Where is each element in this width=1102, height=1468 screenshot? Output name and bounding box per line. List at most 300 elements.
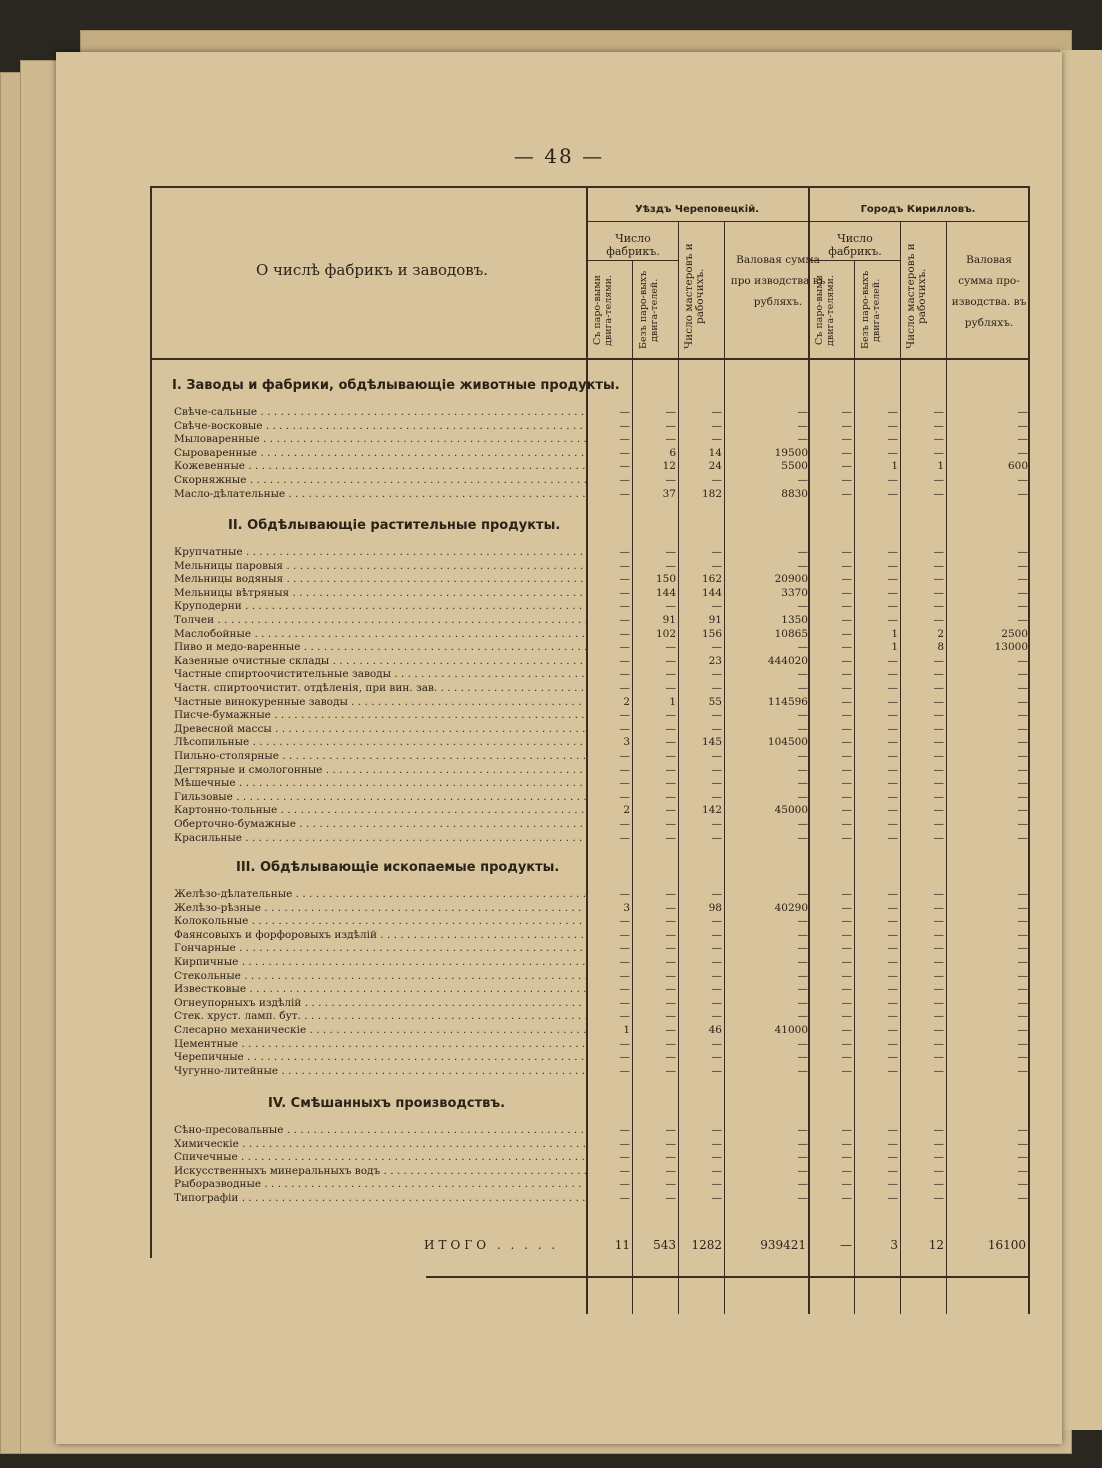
col-workers-1: Число мастеровъ и рабочихъ. [683, 243, 706, 349]
row-cell: — [619, 818, 630, 830]
table-row [174, 750, 1034, 763]
row-cell: — [711, 668, 722, 681]
row-cell: — [797, 777, 808, 790]
row-cell: — [1017, 433, 1028, 446]
row-cell: — [1017, 573, 1028, 586]
row-cell: 24 [708, 460, 722, 473]
row-label [174, 1178, 586, 1191]
row-cell: — [933, 654, 944, 667]
row-cell: — [619, 668, 630, 681]
table-row [174, 668, 1034, 681]
row-label-text: Гильзовые [174, 790, 233, 803]
row-cell: — [841, 996, 852, 1009]
row-cell: 1 [891, 460, 898, 473]
row-cell: — [797, 419, 808, 432]
row-cell: 144 [701, 586, 722, 599]
row-cell: — [665, 682, 676, 694]
row-cell: — [933, 600, 944, 613]
row-cell: — [711, 1124, 722, 1136]
row-cell: — [619, 446, 630, 459]
row-cell: — [665, 818, 676, 830]
row-cell: — [619, 474, 630, 486]
col-workers-2: Число мастеровъ и рабочихъ. [905, 243, 928, 349]
row-cell: 1350 [781, 614, 808, 626]
row-cell: — [933, 559, 944, 572]
row-cell: — [1017, 956, 1028, 968]
row-cell: — [933, 1064, 944, 1077]
row-label-text: Картонно-тольные [174, 804, 278, 817]
row-cell: — [841, 586, 852, 599]
row-cell: — [619, 942, 630, 955]
row-label-text: Желѣзо-дѣлательные [174, 888, 293, 900]
row-cell: 114596 [767, 695, 808, 708]
row-label-text: Гончарные [174, 942, 236, 955]
row-cell: — [619, 487, 630, 500]
row-cell: — [841, 406, 852, 418]
row-label-text: Фаянсовыхъ и форфоровыхъ издѣлій [174, 928, 377, 941]
row-cell: — [887, 736, 898, 749]
row-cell: — [841, 790, 852, 803]
row-cell: — [797, 682, 808, 694]
row-label-text: Стекольные [174, 969, 241, 982]
row-cell: — [619, 915, 630, 928]
row-cell: — [933, 969, 944, 982]
row-cell: — [887, 831, 898, 844]
row-cell: — [887, 804, 898, 817]
row-cell: — [619, 600, 630, 613]
row-cell: 37 [662, 487, 676, 500]
row-cell: 8 [937, 641, 944, 654]
row-label [174, 832, 586, 845]
table-row [174, 546, 1034, 559]
row-cell: 1 [891, 627, 898, 640]
row-cell: 3 [623, 901, 630, 914]
row-cell: — [1017, 1064, 1028, 1077]
row-label [174, 818, 586, 831]
table-row [174, 942, 1034, 955]
row-cell: — [711, 996, 722, 1009]
row-cell: 23 [708, 654, 722, 667]
row-cell: — [711, 406, 722, 418]
row-label-text: Свѣче-восковые [174, 419, 263, 432]
table-row [174, 818, 1034, 831]
row-cell: — [619, 1051, 630, 1064]
row-label-text: Сыроваренные [174, 446, 258, 459]
row-label [174, 641, 586, 654]
row-label-text: Масло-дѣлательные [174, 487, 286, 500]
row-cell: — [933, 831, 944, 844]
row-cell: — [933, 790, 944, 803]
row-label-text: Химическіе [174, 1137, 239, 1150]
row-cell: — [619, 433, 630, 446]
row-cell: — [797, 1064, 808, 1077]
row-cell: — [933, 682, 944, 694]
table-row [174, 1010, 1034, 1023]
row-cell: — [711, 433, 722, 446]
row-cell: — [933, 546, 944, 558]
row-cell: — [1017, 1037, 1028, 1050]
section-title: III. Обдѣлывающіе ископаемые продукты. [236, 860, 560, 875]
row-cell: 13000 [994, 641, 1028, 654]
row-cell: — [711, 763, 722, 776]
row-cell: — [711, 831, 722, 844]
row-cell: — [711, 777, 722, 790]
row-cell: — [797, 668, 808, 681]
total-workers-2: 12 [928, 1238, 944, 1252]
row-label [174, 736, 586, 749]
row-label-text: Казенные очистные склады [174, 654, 330, 667]
row-label-text: Круподерни [174, 600, 242, 613]
row-label-text: Маслобойные [174, 627, 252, 640]
table-row [174, 420, 1034, 433]
row-cell: — [841, 969, 852, 982]
row-cell: — [1017, 614, 1028, 626]
row-cell: — [665, 1024, 676, 1036]
table-row [174, 1124, 1034, 1137]
row-cell: — [887, 1124, 898, 1136]
row-cell: — [841, 573, 852, 586]
row-cell: — [841, 736, 852, 749]
row-cell: — [841, 1178, 852, 1191]
row-label [174, 1010, 586, 1023]
row-label-text: Слесарно механическіе [174, 1024, 307, 1036]
row-cell: 102 [655, 627, 676, 640]
row-cell: — [711, 419, 722, 432]
row-cell: 10865 [774, 627, 808, 640]
row-label-text: Цементные [174, 1037, 239, 1050]
row-cell: — [887, 709, 898, 722]
group-kirillov: Городъ Кирилловъ. [860, 204, 976, 215]
row-cell: — [665, 736, 676, 749]
document-page [56, 52, 1062, 1444]
row-cell: — [887, 1178, 898, 1191]
row-cell: — [619, 1137, 630, 1150]
row-label [174, 1138, 586, 1151]
row-cell: — [797, 641, 808, 654]
row-cell: — [841, 901, 852, 914]
row-cell: — [1017, 804, 1028, 817]
total-label: ИТОГО . . . . . [424, 1238, 559, 1252]
row-cell: — [887, 1137, 898, 1150]
row-cell: — [887, 750, 898, 762]
row-cell: — [933, 474, 944, 486]
row-label-text: Лѣсопильные [174, 736, 250, 749]
row-cell: — [1017, 831, 1028, 844]
row-cell: — [887, 983, 898, 996]
table-row [174, 764, 1034, 777]
row-cell: 40290 [774, 901, 808, 914]
row-cell: — [665, 983, 676, 996]
row-cell: — [797, 790, 808, 803]
row-cell: — [1017, 586, 1028, 599]
row-cell: 182 [701, 487, 722, 500]
table-row [174, 560, 1034, 573]
row-cell: — [933, 614, 944, 626]
row-cell: — [797, 600, 808, 613]
row-cell: — [665, 901, 676, 914]
row-cell: — [887, 1164, 898, 1177]
table-row [174, 804, 1034, 817]
row-cell: 45000 [774, 804, 808, 817]
row-label [174, 488, 586, 501]
row-cell: — [619, 559, 630, 572]
row-cell: — [665, 1192, 676, 1204]
row-cell: — [1017, 709, 1028, 722]
row-cell: — [619, 1124, 630, 1136]
row-cell: — [841, 487, 852, 500]
row-cell: — [665, 641, 676, 654]
row-label-text: Колокольные [174, 915, 249, 928]
row-label-text: Спичечные [174, 1151, 238, 1164]
row-cell: — [1017, 942, 1028, 955]
row-label [174, 888, 586, 901]
row-cell: — [887, 586, 898, 599]
row-cell: — [933, 983, 944, 996]
row-cell: 2 [623, 695, 630, 708]
row-label-text: Кирпичные [174, 956, 239, 968]
row-cell: — [933, 956, 944, 968]
row-label [174, 970, 586, 983]
row-cell: — [841, 546, 852, 558]
row-label [174, 433, 586, 446]
row-cell: — [1017, 888, 1028, 900]
row-cell: — [711, 474, 722, 486]
row-cell: — [933, 736, 944, 749]
row-cell: — [933, 1151, 944, 1164]
row-cell: — [797, 928, 808, 941]
row-cell: — [711, 682, 722, 694]
row-cell: — [619, 969, 630, 982]
row-cell: — [797, 559, 808, 572]
row-cell: — [841, 1051, 852, 1064]
row-cell: — [1017, 1151, 1028, 1164]
row-cell: — [797, 1192, 808, 1204]
row-cell: — [841, 600, 852, 613]
col-steam-1: Съ паро-выми двига-телями. [592, 274, 614, 346]
row-cell: — [933, 668, 944, 681]
row-cell: — [1017, 928, 1028, 941]
row-cell: — [841, 559, 852, 572]
row-label-text: Огнеупорныхъ издѣлій [174, 996, 302, 1009]
row-cell: — [1017, 722, 1028, 735]
row-cell: — [797, 888, 808, 900]
table-row [174, 983, 1034, 996]
row-cell: — [665, 750, 676, 762]
row-label [174, 696, 586, 709]
row-cell: — [933, 1124, 944, 1136]
row-label-text: Мыловаренные [174, 433, 260, 446]
row-cell: — [665, 763, 676, 776]
table-row [174, 970, 1034, 983]
row-cell: — [711, 750, 722, 762]
row-cell: — [711, 1137, 722, 1150]
row-cell: 444020 [767, 654, 808, 667]
row-cell: — [841, 804, 852, 817]
section-title: II. Обдѣлывающіе растительные продукты. [228, 518, 561, 533]
row-cell: — [933, 1024, 944, 1036]
row-label [174, 460, 586, 473]
row-cell: — [665, 1151, 676, 1164]
row-cell: — [887, 474, 898, 486]
row-cell: — [887, 406, 898, 418]
row-cell: — [933, 818, 944, 830]
row-cell: — [887, 1037, 898, 1050]
row-cell: — [933, 750, 944, 762]
row-cell: — [711, 1151, 722, 1164]
row-label-text: Красильные [174, 831, 242, 844]
row-cell: — [887, 1010, 898, 1023]
row-label [174, 915, 586, 928]
row-cell: — [665, 969, 676, 982]
row-cell: — [841, 915, 852, 928]
row-cell: — [933, 1178, 944, 1191]
row-cell: — [887, 614, 898, 626]
row-cell: — [797, 763, 808, 776]
row-cell: — [711, 1010, 722, 1023]
row-cell: 8830 [781, 487, 808, 500]
row-cell: — [797, 1178, 808, 1191]
row-label-text: Пильно-столярные [174, 750, 280, 762]
col-nosteam-1: Безъ паро-выхъ двига-телей. [638, 270, 660, 350]
row-cell: — [933, 419, 944, 432]
row-cell: 156 [701, 627, 722, 640]
row-cell: 5500 [781, 460, 808, 473]
row-label-text: Чугунно-литейные [174, 1064, 279, 1077]
row-cell: 3 [623, 736, 630, 749]
row-cell: — [711, 1037, 722, 1050]
row-cell: 150 [655, 573, 676, 586]
row-cell: — [665, 433, 676, 446]
row-cell: — [665, 1164, 676, 1177]
row-label [174, 420, 586, 433]
row-cell: — [619, 573, 630, 586]
row-cell: — [887, 573, 898, 586]
row-cell: — [619, 888, 630, 900]
row-cell: — [841, 750, 852, 762]
row-cell: — [887, 559, 898, 572]
row-cell: — [933, 722, 944, 735]
row-cell: — [841, 831, 852, 844]
row-label-text: Частн. спиртоочистит. отдѣленія, при вин. зав. [174, 682, 438, 694]
row-cell: — [887, 1051, 898, 1064]
row-cell: — [711, 818, 722, 830]
row-cell: — [1017, 406, 1028, 418]
row-cell: — [933, 1164, 944, 1177]
row-label [174, 655, 586, 668]
row-cell: — [797, 1137, 808, 1150]
table-row [174, 696, 1034, 709]
row-cell: — [711, 600, 722, 613]
row-cell: 144 [655, 586, 676, 599]
row-cell: — [665, 722, 676, 735]
row-cell: — [711, 969, 722, 982]
row-cell: — [797, 709, 808, 722]
row-cell: — [841, 1064, 852, 1077]
factories-count-2: Число фабрикъ. [828, 232, 882, 258]
row-cell: — [933, 996, 944, 1009]
row-cell: — [933, 695, 944, 708]
row-cell: — [841, 1192, 852, 1204]
row-cell: 142 [701, 804, 722, 817]
row-cell: — [887, 928, 898, 941]
row-cell: — [1017, 790, 1028, 803]
row-label [174, 614, 586, 627]
row-cell: 55 [708, 695, 722, 708]
row-cell: — [933, 942, 944, 955]
row-cell: — [841, 1010, 852, 1023]
row-label [174, 546, 586, 559]
row-cell: 12 [662, 460, 676, 473]
row-cell: — [711, 709, 722, 722]
table-row [174, 888, 1034, 901]
row-cell: — [887, 915, 898, 928]
row-cell: — [711, 722, 722, 735]
row-cell: — [841, 888, 852, 900]
row-label [174, 983, 586, 996]
table-row [174, 1065, 1034, 1078]
row-cell: — [619, 546, 630, 558]
col-steam-2: Съ паро-выми двига-телями. [814, 274, 836, 346]
row-cell: — [711, 641, 722, 654]
row-cell: — [619, 1037, 630, 1050]
table-row [174, 682, 1034, 695]
row-cell: — [619, 1178, 630, 1191]
row-label [174, 723, 586, 736]
row-label [174, 1192, 586, 1205]
table-row [174, 723, 1034, 736]
total-gross-2: 16100 [987, 1238, 1026, 1252]
table-row [174, 573, 1034, 586]
row-cell: — [841, 627, 852, 640]
row-cell: — [1017, 736, 1028, 749]
row-label-text: Дегтярные и смологонные [174, 763, 323, 776]
row-cell: — [933, 709, 944, 722]
row-cell: — [887, 996, 898, 1009]
row-cell: — [797, 722, 808, 735]
row-cell: — [841, 818, 852, 830]
row-cell: — [933, 487, 944, 500]
row-cell: — [797, 546, 808, 558]
row-cell: — [887, 888, 898, 900]
row-label-text: Черепичные [174, 1051, 244, 1064]
table-row [174, 1192, 1034, 1205]
row-cell: — [933, 777, 944, 790]
row-label [174, 1038, 586, 1051]
row-cell: — [797, 750, 808, 762]
row-cell: 2 [623, 804, 630, 817]
row-cell: — [887, 942, 898, 955]
row-cell: — [933, 763, 944, 776]
row-label-text: Мельницы паровыя [174, 559, 283, 572]
row-cell: — [797, 983, 808, 996]
table-row [174, 474, 1034, 487]
row-cell: — [665, 668, 676, 681]
row-cell: — [841, 942, 852, 955]
row-cell: — [619, 928, 630, 941]
row-cell: — [887, 654, 898, 667]
row-cell: — [797, 1051, 808, 1064]
row-cell: — [665, 888, 676, 900]
row-label-text: Рыборазводные [174, 1178, 262, 1191]
row-cell: 98 [708, 901, 722, 914]
row-cell: — [665, 709, 676, 722]
table-row [174, 1024, 1034, 1037]
table-row [174, 1138, 1034, 1151]
table-row [174, 460, 1034, 473]
row-cell: — [711, 790, 722, 803]
row-cell: — [841, 433, 852, 446]
row-cell: — [1017, 474, 1028, 486]
